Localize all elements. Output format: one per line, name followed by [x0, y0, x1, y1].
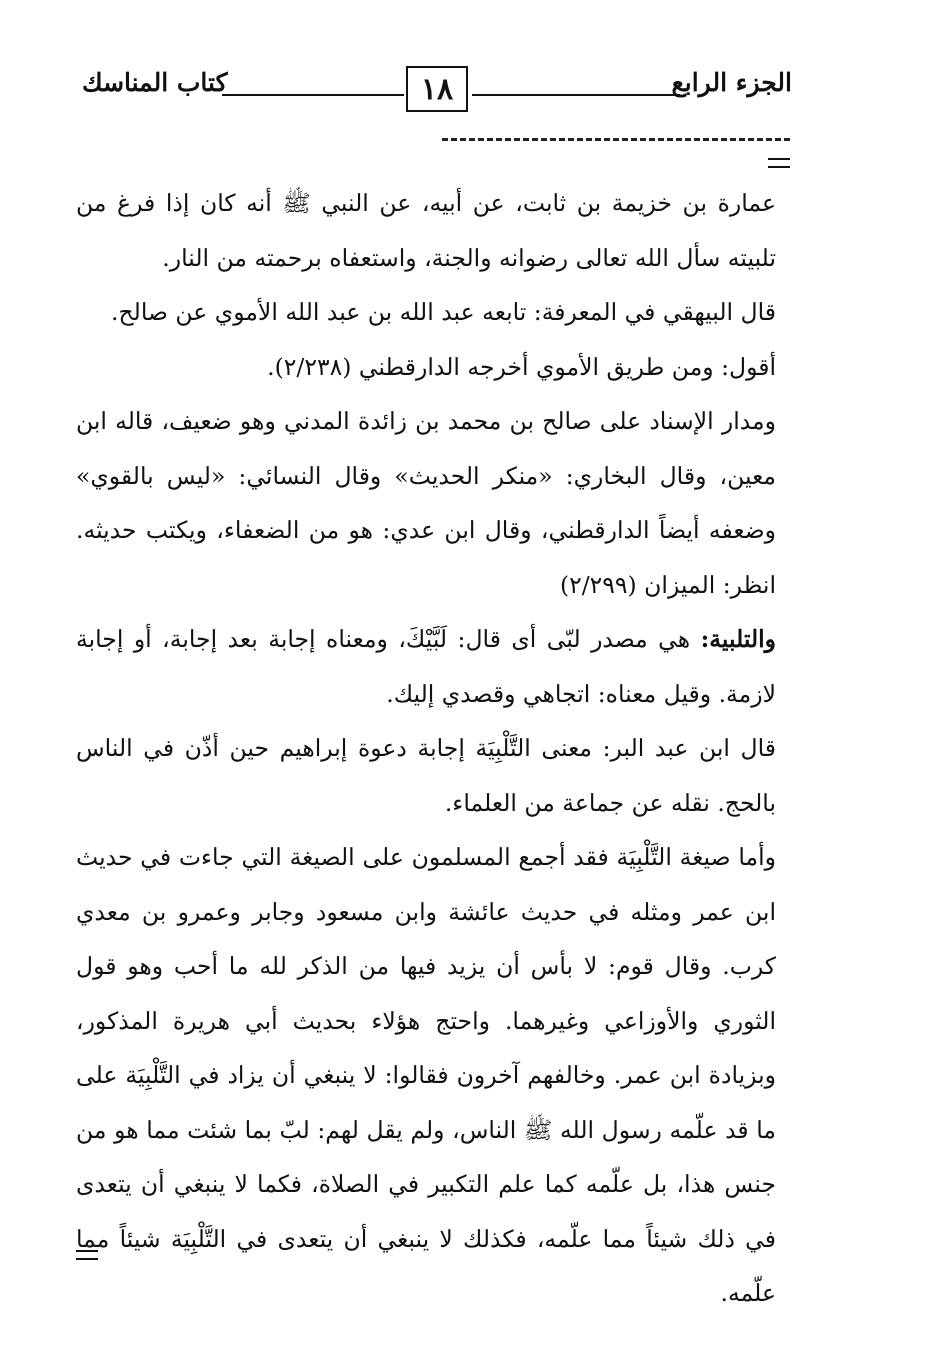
paragraph-6: قال ابن عبد البر: معنى التَّلْبِيَة إجابة دعوة إبراهيم حين أذّن في الناس بالحج. نقله عن جماعة من العلماء. [76, 734, 776, 817]
paragraph-5 [76, 612, 776, 721]
paragraph-5-text: هي مصدر لبّى أى قال: لَبَّيْكَ، ومعناه إجابة بعد إجابة، أو إجابة لازمة. وقيل معناه: اتجاهي وقصدي إليك. [76, 625, 776, 708]
paragraph-5-lead: والتلبية: [700, 625, 776, 653]
double-rule-mark-top [768, 158, 790, 168]
paragraph-2: قال البيهقي في المعرفة: تابعه عبد الله بن عبد الله الأموي عن صالح. [111, 298, 776, 326]
paragraph-1: عمارة بن خزيمة بن ثابت، عن أبيه، عن النبي ﷺ أنه كان إذا فرغ من تلبيته سأل الله تعالى رضوانه والجنة، واستعفاه برحمته من النار. [76, 189, 776, 272]
paragraph-3: أقول: ومن طريق الأموي أخرجه الدارقطني (٢/٢٣٨). [267, 352, 776, 381]
page-header [0, 0, 932, 160]
double-rule-mark-bottom [76, 1250, 98, 1260]
part-title: الجزء الرابع [671, 68, 792, 97]
page-body [76, 176, 776, 1321]
page-number: ١٨ [406, 66, 468, 112]
book-title: كتاب المناسك [82, 68, 228, 97]
paragraph-4: ومدار الإسناد على صالح بن محمد بن زائدة المدني وهو ضعيف، قاله ابن معين، وقال البخاري: «منكر الحديث» وقال النسائي: «ليس بالقوي» وضعفه أيضاً الدارقطني، وقال ابن عدي: هو من الضعفاء، ويكتب حديثه. انظر: الميزان (٢/٢٩٩) [76, 407, 776, 599]
dashed-separator [442, 138, 790, 141]
header-rule-right [472, 94, 680, 96]
header-rule-left [222, 94, 404, 96]
paragraph-7: وأما صيغة التَّلْبِيَة فقد أجمع المسلمون على الصيغة التي جاءت في حديث ابن عمر ومثله في حديث عائشة وابن مسعود وجابر وعمرو بن معدي كرب. وقال قوم: لا بأس أن يزيد فيها من الذكر لله ما أحب وهو قول الثوري والأوزاعي وغيرهما. واحتج هؤلاء بحديث أبي هريرة المذكور، وبزيادة ابن عمر. وخالفهم آخرون فقالوا: لا ينبغي أن يزاد في التَّلْبِيَة على ما قد علّمه رسول الله ﷺ الناس، ولم يقل لهم: لبّ بما شئت مما هو من جنس هذا، بل علّمه كما علم التكبير في الصلاة، فكما لا ينبغي أن يتعدى في ذلك شيئاً مما علّمه، فكذلك لا ينبغي أن يتعدى في التَّلْبِيَة شيئاً مما علّمه. [76, 843, 776, 1307]
